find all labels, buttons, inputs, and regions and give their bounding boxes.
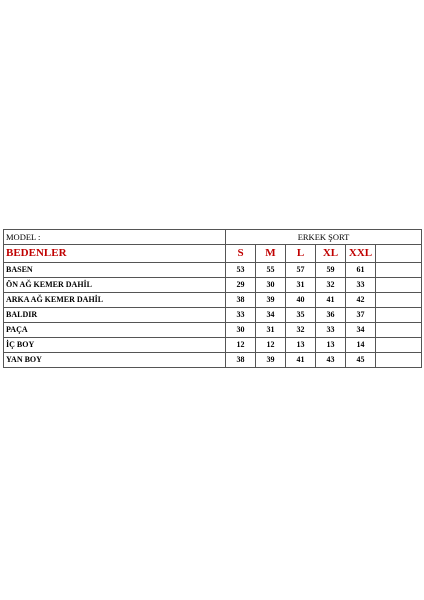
measurement-cell: 14 — [346, 338, 376, 353]
row-label: BALDIR — [4, 308, 226, 323]
row-label: İÇ BOY — [4, 338, 226, 353]
measurement-cell: 59 — [316, 263, 346, 278]
measurement-cell: 12 — [256, 338, 286, 353]
row-label: PAÇA — [4, 323, 226, 338]
table-row — [4, 323, 422, 338]
measurement-cell: 30 — [256, 278, 286, 293]
measurement-cell: 34 — [256, 308, 286, 323]
measurement-cell: 13 — [316, 338, 346, 353]
measurement-cell: 30 — [226, 323, 256, 338]
measurement-cell: 38 — [226, 293, 256, 308]
measurement-cell: 29 — [226, 278, 256, 293]
size-header-m: M — [256, 245, 286, 263]
sizes-title: BEDENLER — [4, 245, 226, 263]
model-label: MODEL : — [4, 230, 226, 245]
row-label: YAN BOY — [4, 353, 226, 368]
measurement-cell: 36 — [316, 308, 346, 323]
measurement-cell: 31 — [256, 323, 286, 338]
row-label: ÖN AĞ KEMER DAHİL — [4, 278, 226, 293]
measurement-cell: 55 — [256, 263, 286, 278]
size-header-l: L — [286, 245, 316, 263]
measurement-cell: 32 — [286, 323, 316, 338]
measurement-cell: 33 — [346, 278, 376, 293]
measurement-cell: 39 — [256, 353, 286, 368]
row-label: ARKA AĞ KEMER DAHİL — [4, 293, 226, 308]
measurement-cell: 13 — [286, 338, 316, 353]
empty-cell — [376, 263, 422, 278]
empty-cell — [376, 293, 422, 308]
empty-cell — [376, 308, 422, 323]
size-chart-table — [3, 229, 422, 368]
empty-cell — [376, 323, 422, 338]
table-row — [4, 293, 422, 308]
size-header-xl: XL — [316, 245, 346, 263]
measurement-cell: 35 — [286, 308, 316, 323]
size-header-row — [4, 245, 422, 263]
measurement-cell: 31 — [286, 278, 316, 293]
empty-cell — [376, 245, 422, 263]
measurement-cell: 34 — [346, 323, 376, 338]
table-row — [4, 338, 422, 353]
measurement-cell: 32 — [316, 278, 346, 293]
measurement-cell: 39 — [256, 293, 286, 308]
empty-cell — [376, 353, 422, 368]
table-row — [4, 263, 422, 278]
model-value: ERKEK ŞORT — [226, 230, 422, 245]
table-row — [4, 308, 422, 323]
table-row — [4, 353, 422, 368]
measurement-cell: 37 — [346, 308, 376, 323]
measurement-cell: 40 — [286, 293, 316, 308]
measurement-cell: 45 — [346, 353, 376, 368]
size-header-s: S — [226, 245, 256, 263]
measurement-cell: 41 — [316, 293, 346, 308]
measurement-cell: 33 — [226, 308, 256, 323]
model-row — [4, 230, 422, 245]
measurement-cell: 43 — [316, 353, 346, 368]
row-label: BASEN — [4, 263, 226, 278]
measurement-cell: 41 — [286, 353, 316, 368]
measurement-cell: 38 — [226, 353, 256, 368]
measurement-cell: 12 — [226, 338, 256, 353]
measurement-rows — [4, 263, 422, 368]
empty-cell — [376, 338, 422, 353]
size-header-xxl: XXL — [346, 245, 376, 263]
measurement-cell: 61 — [346, 263, 376, 278]
empty-cell — [376, 278, 422, 293]
measurement-cell: 42 — [346, 293, 376, 308]
measurement-cell: 33 — [316, 323, 346, 338]
measurement-cell: 57 — [286, 263, 316, 278]
measurement-cell: 53 — [226, 263, 256, 278]
table-row — [4, 278, 422, 293]
